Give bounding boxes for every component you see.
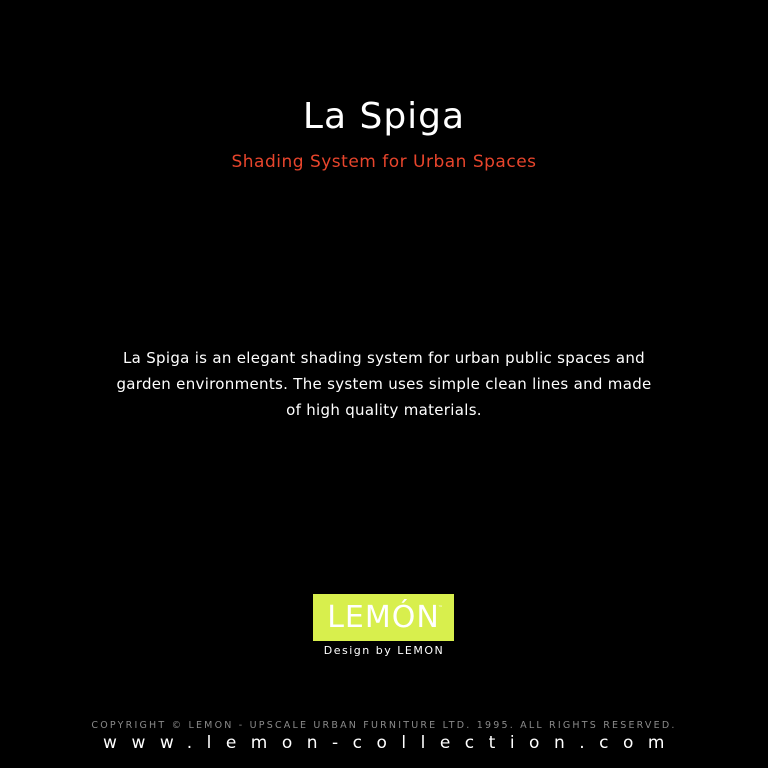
logo-wordmark: LEMÓN bbox=[327, 600, 440, 635]
page-subtitle: Shading System for Urban Spaces bbox=[231, 152, 537, 172]
lemon-logo bbox=[313, 594, 454, 641]
copyright-notice: COPYRIGHT © LEMON - UPSCALE URBAN FURNITURE LTD. 1995. ALL RIGHTS RESERVED. bbox=[91, 720, 677, 731]
page-title: La Spiga bbox=[302, 96, 466, 137]
website-link[interactable]: www.lemon-collection.com bbox=[103, 733, 679, 753]
logo-caption: Design by LEMON bbox=[323, 644, 445, 657]
trademark-symbol: ™ bbox=[438, 605, 444, 611]
product-description: La Spiga is an elegant shading system for urban public spaces and garden environments. The system uses simple clean lines and made of high quality materials. bbox=[116, 349, 652, 419]
